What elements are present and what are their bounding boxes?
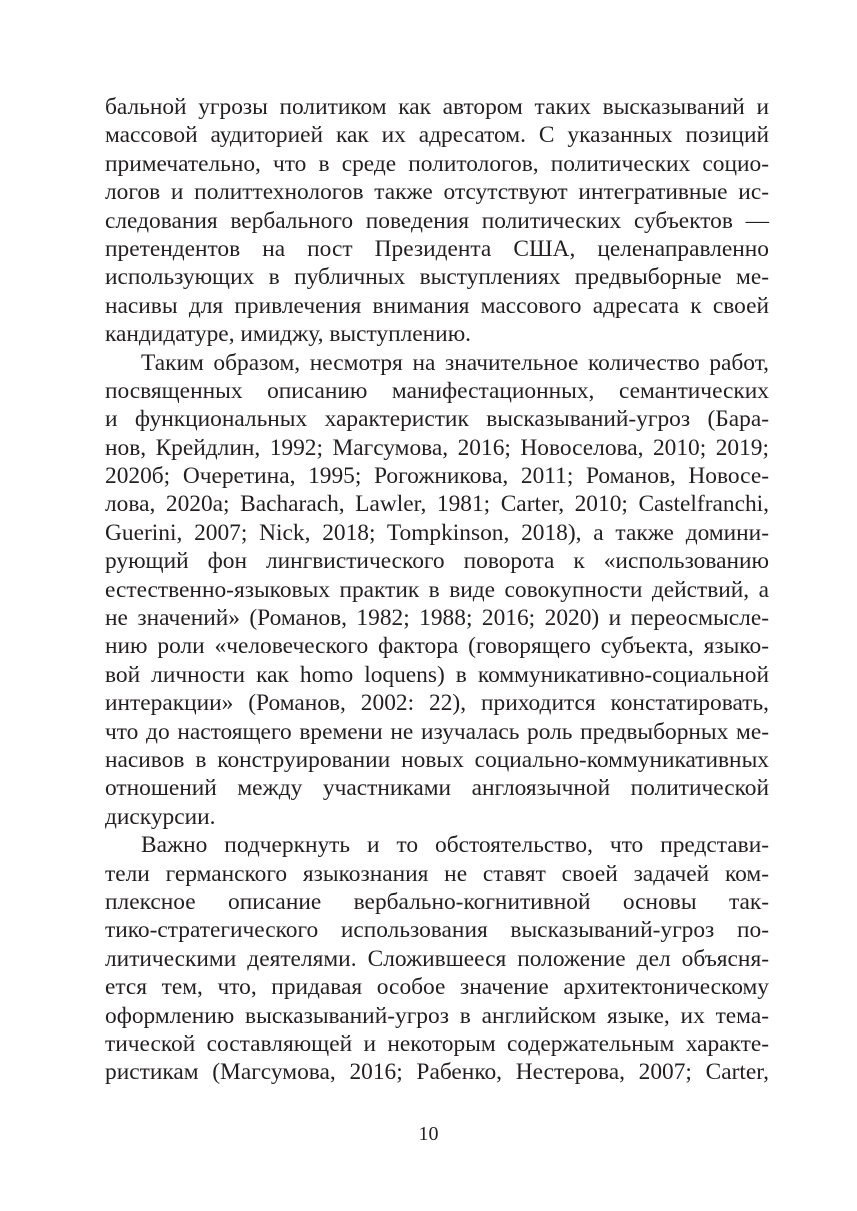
text-line: лова, 2020а; Bacharach, Lawler, 1981; Carter, 2010; Castelfranchi,: [105, 491, 769, 518]
text-line: примечательно, что в среде политологов, политических социо-: [105, 150, 769, 177]
text-line: тической составляющей и некоторым содержательным характе-: [105, 1030, 769, 1057]
text-line: отношений между участниками англоязычной политической: [105, 775, 769, 802]
text-line: что до настоящего времени не изучалась роль предвыборных ме-: [105, 718, 769, 745]
text-line: посвященных описанию манифестационных, семантических: [105, 377, 769, 404]
text-line: логов и политтехнологов также отсутствуют интегративные ис-: [105, 179, 769, 206]
text-line: Таким образом, несмотря на значительное количество работ,: [141, 349, 769, 376]
text-line: оформлению высказываний-угроз в английском языке, их тема-: [105, 1002, 769, 1029]
text-line: дискурсии.: [105, 803, 216, 830]
text-line: бальной угрозы политиком как автором таких высказываний и: [105, 94, 769, 120]
text-line: нию роли «человеческого фактора (говорящего субъекта, языко-: [105, 633, 769, 660]
page-number: 10: [418, 1123, 439, 1145]
text-line: претендентов на пост Президента США, целенаправленно: [105, 235, 769, 262]
text-line: Guerini, 2007; Nick, 2018; Tompkinson, 2018), а также домини-: [105, 519, 769, 546]
text-line: нов, Крейдлин, 1992; Магсумова, 2016; Новоселова, 2010; 2019;: [105, 434, 769, 461]
text-line: плексное описание вербально-когнитивной основы так-: [105, 888, 769, 915]
text-line: тели германского языкознания не ставят своей задачей ком-: [105, 860, 769, 887]
text-line: литическими деятелями. Сложившееся положение дел объясня-: [105, 945, 769, 972]
text-line: не значений» (Романов, 1982; 1988; 2016; 2020) и переосмысле-: [105, 605, 769, 632]
body-text: [105, 93, 769, 1087]
text-line: насивы для привлечения внимания массового адресата к своей: [105, 292, 769, 319]
text-line: массовой аудиторией как их адресатом. С указанных позиций: [105, 122, 769, 149]
text-line: вой личности как homo loquens) в коммуникативно-социальной: [105, 661, 769, 688]
text-line: интеракции» (Романов, 2002: 22), приходится констатировать,: [105, 690, 769, 717]
text-line: тико-стратегического использования высказываний-угроз по-: [105, 917, 769, 944]
text-line: 2020б; Очеретина, 1995; Рогожникова, 2011; Романов, Новосе-: [105, 463, 769, 490]
text-line: ристикам (Магсумова, 2016; Рабенко, Нестерова, 2007; Carter,: [105, 1059, 769, 1086]
text-line: рующий фон лингвистического поворота к «использованию: [105, 548, 769, 575]
paragraph: [105, 349, 769, 832]
text-line: ется тем, что, придавая особое значение архитектоническому: [105, 974, 769, 1001]
paragraph: [105, 93, 769, 349]
text-line: кандидатуре, имиджу, выступлению.: [105, 321, 472, 348]
text-line: и функциональных характеристик высказываний-угроз (Бара-: [105, 406, 769, 433]
text-line: следования вербального поведения политических субъектов —: [105, 207, 769, 234]
text-line: естественно-языковых практик в виде совокупности действий, а: [105, 576, 769, 603]
paragraph: [105, 831, 769, 1087]
text-line: использующих в публичных выступлениях предвыборные ме-: [105, 264, 769, 291]
text-line: Важно подчеркнуть и то обстоятельство, что представи-: [141, 832, 769, 859]
text-line: насивов в конструировании новых социально-коммуникативных: [105, 746, 769, 773]
